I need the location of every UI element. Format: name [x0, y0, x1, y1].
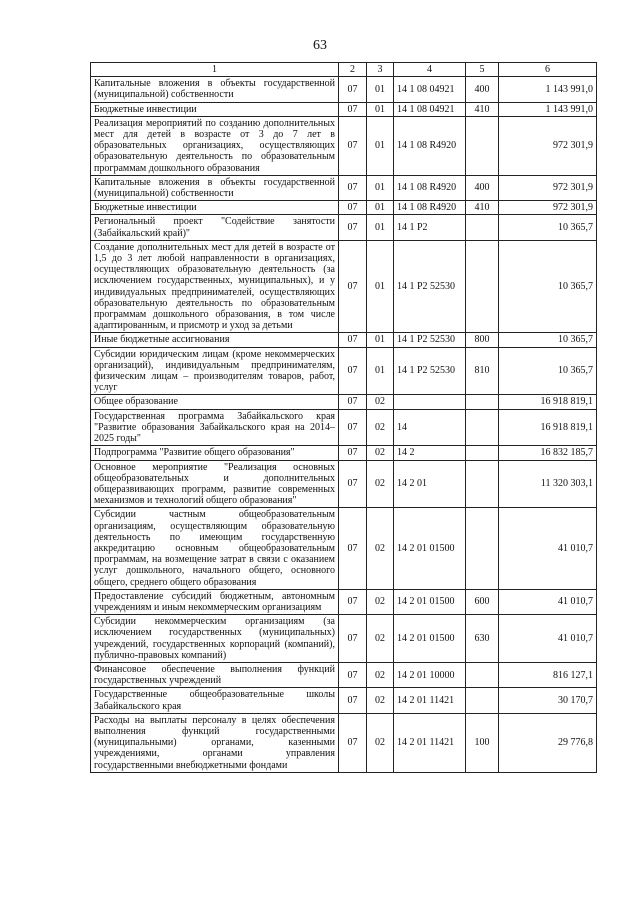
row-expense-type	[466, 409, 499, 446]
row-section: 07	[339, 460, 367, 508]
row-amount: 816 127,1	[499, 662, 597, 687]
row-amount: 41 010,7	[499, 589, 597, 614]
row-target-code: 14 1 08 04921	[394, 102, 466, 116]
row-name: Основное мероприятие "Реализация основных общеобразовательных и дополнительных общеразвивающих программ, развитие современных механизмов и технологий общего образования"	[91, 460, 339, 508]
row-amount: 10 365,7	[499, 215, 597, 240]
row-name: Общее образование	[91, 395, 339, 409]
row-expense-type	[466, 215, 499, 240]
row-target-code: 14 1 P2 52530	[394, 240, 466, 333]
header-section: 2	[339, 63, 367, 77]
row-target-code: 14 1 08 R4920	[394, 116, 466, 175]
row-expense-type	[466, 240, 499, 333]
table-row	[91, 201, 597, 215]
row-amount: 10 365,7	[499, 347, 597, 395]
row-section: 07	[339, 102, 367, 116]
row-target-code: 14 1 08 R4920	[394, 175, 466, 200]
row-subsection: 02	[367, 395, 394, 409]
row-target-code	[394, 395, 466, 409]
row-amount: 972 301,9	[499, 175, 597, 200]
row-expense-type: 410	[466, 102, 499, 116]
row-amount: 972 301,9	[499, 201, 597, 215]
row-amount: 30 170,7	[499, 688, 597, 713]
row-section: 07	[339, 508, 367, 589]
row-expense-type: 410	[466, 201, 499, 215]
row-name: Расходы на выплаты персоналу в целях обеспечения выполнения функций государственными (муниципальными) органами, казенными учреждениями, органами управления государственными внебюджетными фондами	[91, 713, 339, 772]
table-row	[91, 102, 597, 116]
row-subsection: 01	[367, 347, 394, 395]
row-subsection: 01	[367, 201, 394, 215]
row-expense-type: 630	[466, 615, 499, 663]
row-expense-type: 810	[466, 347, 499, 395]
row-section: 07	[339, 116, 367, 175]
row-subsection: 01	[367, 102, 394, 116]
row-expense-type	[466, 395, 499, 409]
row-expense-type: 800	[466, 333, 499, 347]
row-name: Субсидии юридическим лицам (кроме некоммерческих организаций), индивидуальным предпринимателям, физическим лицам – производителям товаров, работ, услуг	[91, 347, 339, 395]
row-amount: 41 010,7	[499, 508, 597, 589]
row-target-code: 14 1 P2	[394, 215, 466, 240]
row-subsection: 01	[367, 175, 394, 200]
table-row	[91, 333, 597, 347]
row-subsection: 01	[367, 333, 394, 347]
table-row	[91, 589, 597, 614]
row-amount: 16 832 185,7	[499, 446, 597, 460]
row-target-code: 14 2 01 11421	[394, 713, 466, 772]
row-subsection: 02	[367, 688, 394, 713]
table-row	[91, 215, 597, 240]
row-name: Реализация мероприятий по созданию дополнительных мест для детей в возрасте от 3 до 7 лет в образовательных организациях, осуществляющих образовательную деятельность по образовательным программам дошкольного образования	[91, 116, 339, 175]
row-subsection: 02	[367, 460, 394, 508]
row-target-code: 14 2	[394, 446, 466, 460]
row-amount: 16 918 819,1	[499, 409, 597, 446]
row-name: Бюджетные инвестиции	[91, 201, 339, 215]
table-row	[91, 460, 597, 508]
row-name: Государственная программа Забайкальского края "Развитие образования Забайкальского края на 2014–2025 годы"	[91, 409, 339, 446]
table-row	[91, 688, 597, 713]
row-name: Капитальные вложения в объекты государственной (муниципальной) собственности	[91, 77, 339, 102]
row-target-code: 14	[394, 409, 466, 446]
budget-table	[90, 62, 597, 773]
row-expense-type: 400	[466, 175, 499, 200]
page-number: 63	[313, 38, 327, 53]
table-row	[91, 615, 597, 663]
row-amount: 1 143 991,0	[499, 102, 597, 116]
table-row	[91, 77, 597, 102]
row-name: Государственные общеобразовательные школы Забайкальского края	[91, 688, 339, 713]
header-row	[91, 63, 597, 77]
row-expense-type	[466, 662, 499, 687]
row-section: 07	[339, 201, 367, 215]
table-row	[91, 116, 597, 175]
row-target-code: 14 2 01 01500	[394, 589, 466, 614]
row-section: 07	[339, 713, 367, 772]
row-section: 07	[339, 240, 367, 333]
row-expense-type	[466, 460, 499, 508]
row-expense-type	[466, 446, 499, 460]
table-row	[91, 175, 597, 200]
table-row	[91, 240, 597, 333]
row-amount: 11 320 303,1	[499, 460, 597, 508]
row-amount: 10 365,7	[499, 240, 597, 333]
row-subsection: 02	[367, 446, 394, 460]
header-expense-type: 5	[466, 63, 499, 77]
row-amount: 1 143 991,0	[499, 77, 597, 102]
row-expense-type	[466, 688, 499, 713]
header-amount: 6	[499, 63, 597, 77]
row-target-code: 14 1 08 04921	[394, 77, 466, 102]
row-target-code: 14 2 01 10000	[394, 662, 466, 687]
row-name: Бюджетные инвестиции	[91, 102, 339, 116]
table-row	[91, 347, 597, 395]
row-target-code: 14 1 P2 52530	[394, 347, 466, 395]
table-row	[91, 713, 597, 772]
row-subsection: 02	[367, 508, 394, 589]
row-amount: 16 918 819,1	[499, 395, 597, 409]
row-subsection: 02	[367, 713, 394, 772]
row-subsection: 01	[367, 116, 394, 175]
row-amount: 10 365,7	[499, 333, 597, 347]
row-name: Субсидии некоммерческим организациям (за исключением государственных (муниципальных) учреждений, государственных корпораций (компаний), публично-правовых компаний)	[91, 615, 339, 663]
row-name: Региональный проект "Содействие занятости (Забайкальский край)"	[91, 215, 339, 240]
row-section: 07	[339, 215, 367, 240]
row-name: Финансовое обеспечение выполнения функций государственных учреждений	[91, 662, 339, 687]
row-expense-type: 400	[466, 77, 499, 102]
row-amount: 29 776,8	[499, 713, 597, 772]
row-name: Субсидии частным общеобразовательным организациям, осуществляющим образовательную деятельность по имеющим государственную аккредитацию основным общеобразовательным программам, на возмещение затрат в связи с оказанием услуг дошкольного, начального общего, основного общего, среднего общего образования	[91, 508, 339, 589]
row-section: 07	[339, 333, 367, 347]
table-row	[91, 446, 597, 460]
row-section: 07	[339, 615, 367, 663]
row-section: 07	[339, 347, 367, 395]
header-target-code: 4	[394, 63, 466, 77]
row-subsection: 02	[367, 589, 394, 614]
row-subsection: 01	[367, 240, 394, 333]
row-subsection: 02	[367, 615, 394, 663]
row-section: 07	[339, 175, 367, 200]
row-target-code: 14 1 08 R4920	[394, 201, 466, 215]
row-name: Предоставление субсидий бюджетным, автономным учреждениям и иным некоммерческим организациям	[91, 589, 339, 614]
row-section: 07	[339, 77, 367, 102]
row-name: Иные бюджетные ассигнования	[91, 333, 339, 347]
table-row	[91, 409, 597, 446]
row-expense-type: 100	[466, 713, 499, 772]
row-section: 07	[339, 688, 367, 713]
row-section: 07	[339, 409, 367, 446]
row-section: 07	[339, 662, 367, 687]
row-name: Подпрограмма "Развитие общего образования"	[91, 446, 339, 460]
header-name: 1	[91, 63, 339, 77]
row-target-code: 14 2 01 11421	[394, 688, 466, 713]
row-expense-type	[466, 116, 499, 175]
row-expense-type	[466, 508, 499, 589]
row-target-code: 14 1 P2 52530	[394, 333, 466, 347]
row-section: 07	[339, 589, 367, 614]
header-subsection: 3	[367, 63, 394, 77]
row-target-code: 14 2 01	[394, 460, 466, 508]
row-subsection: 02	[367, 662, 394, 687]
row-amount: 41 010,7	[499, 615, 597, 663]
table-row	[91, 662, 597, 687]
row-target-code: 14 2 01 01500	[394, 615, 466, 663]
row-target-code: 14 2 01 01500	[394, 508, 466, 589]
row-subsection: 01	[367, 77, 394, 102]
row-section: 07	[339, 446, 367, 460]
table-row	[91, 395, 597, 409]
row-subsection: 02	[367, 409, 394, 446]
row-name: Капитальные вложения в объекты государственной (муниципальной) собственности	[91, 175, 339, 200]
row-amount: 972 301,9	[499, 116, 597, 175]
row-section: 07	[339, 395, 367, 409]
row-expense-type: 600	[466, 589, 499, 614]
table-row	[91, 508, 597, 589]
row-name: Создание дополнительных мест для детей в возрасте от 1,5 до 3 лет любой направленности в организациях, осуществляющих образовательную деятельность (за исключением государственных, муниципальных), и у индивидуальных предпринимателей, осуществляющих образовательную деятельность по образовательным программам дошкольного образования, в том числе адаптированным, и присмотр и уход за детьми	[91, 240, 339, 333]
row-subsection: 01	[367, 215, 394, 240]
